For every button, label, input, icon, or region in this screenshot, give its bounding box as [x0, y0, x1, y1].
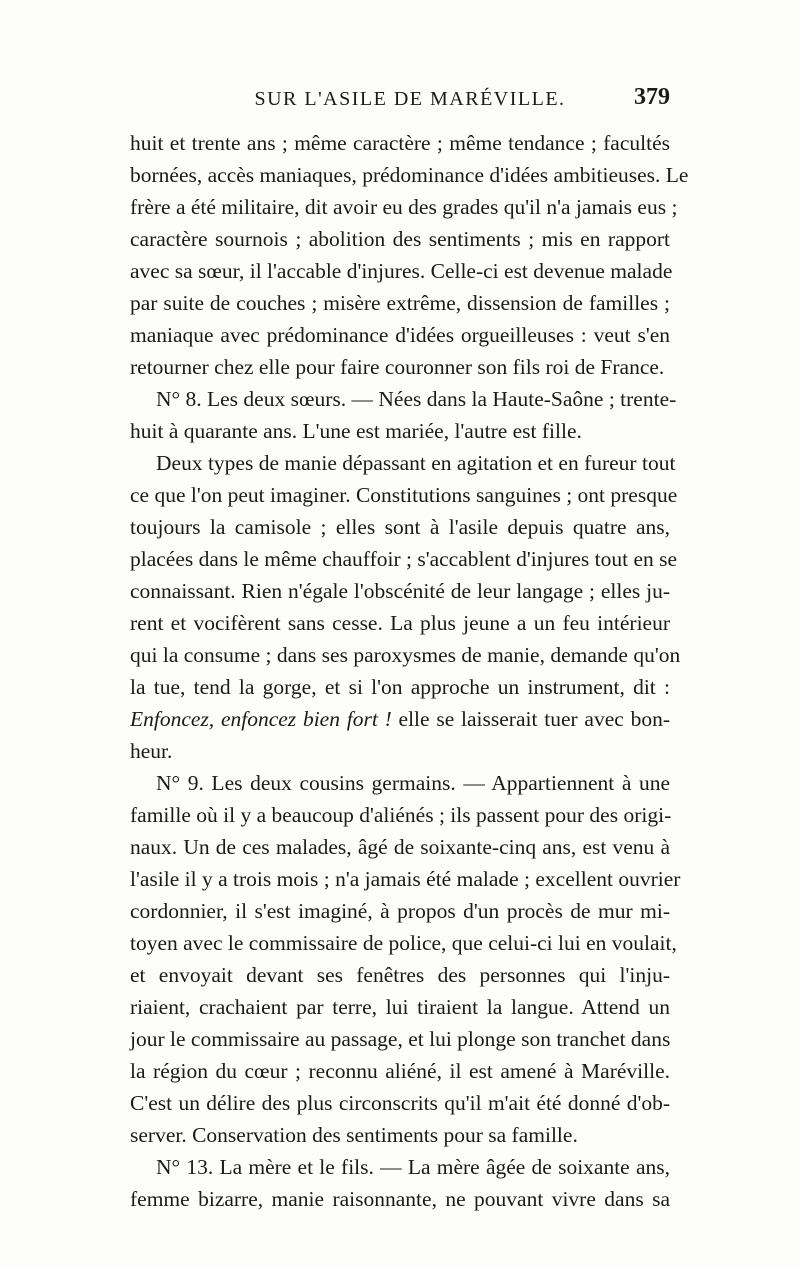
text-line: connaissant. Rien n'égale l'obscénité de leur langage ; elles ju-: [130, 579, 670, 603]
text-line: caractère sournois ; abolition des sentiments ; mis en rapport: [130, 227, 670, 251]
text-line: server. Conservation des sentiments pour sa famille.: [130, 1123, 578, 1147]
text-line: naux. Un de ces malades, âgé de soixante-cinq ans, est venu à: [130, 835, 670, 859]
text-line: par suite de couches ; misère extrême, dissension de familles ;: [130, 291, 670, 315]
text-line-with-quote: [130, 703, 670, 735]
text-line: bornées, accès maniaques, prédominance d'idées ambitieuses. Le: [130, 163, 689, 187]
text-line: femme bizarre, manie raisonnante, ne pouvant vivre dans sa: [130, 1187, 670, 1211]
text-line: placées dans le même chauffoir ; s'accablent d'injures tout en se: [130, 547, 678, 571]
italic-quote: Enfoncez, enfoncez bien fort !: [130, 707, 392, 731]
text-line: cordonnier, il s'est imaginé, à propos d'un procès de mur mi-: [130, 899, 670, 923]
text-line: heur.: [130, 739, 173, 763]
text-line: huit à quarante ans. L'une est mariée, l'autre est fille.: [130, 419, 582, 443]
text-line: riaient, crachaient par terre, lui tiraient la langue. Attend un: [130, 995, 670, 1019]
quote-continuation: elle se laisserait tuer avec bon-: [398, 707, 670, 731]
case-heading-line: N° 8. Les deux sœurs. — Nées dans la Haute-Saône ; trente-: [156, 387, 677, 411]
text-line: retourner chez elle pour faire couronner son fils roi de France.: [130, 355, 665, 379]
text-line: avec sa sœur, il l'accable d'injures. Celle-ci est devenue malade: [130, 259, 673, 283]
text-line: maniaque avec prédominance d'idées orgueilleuses : veut s'en: [130, 323, 670, 347]
case-heading-line: N° 13. La mère et le fils. — La mère âgée de soixante ans,: [156, 1155, 670, 1179]
page-number: 379: [634, 84, 670, 110]
text-line: famille où il y a beaucoup d'aliénés ; ils passent pour des origi-: [130, 803, 672, 827]
text-line: jour le commissaire au passage, et lui plonge son tranchet dans: [130, 1027, 671, 1051]
running-head: [130, 84, 670, 118]
text-line: l'asile il y a trois mois ; n'a jamais été malade ; excellent ouvrier: [130, 867, 681, 891]
text-line: la tue, tend la gorge, et si l'on approche un instrument, dit :: [130, 675, 670, 699]
text-line: toyen avec le commissaire de police, que celui-ci lui en voulait,: [130, 931, 677, 955]
text-line: frère a été militaire, dit avoir eu des grades qu'il n'a jamais eus ;: [130, 195, 678, 219]
text-line: qui la consume ; dans ses paroxysmes de manie, demande qu'on: [130, 643, 681, 667]
text-line: rent et vocifèrent sans cesse. La plus jeune a un feu intérieur: [130, 611, 670, 635]
body-text: [130, 127, 689, 1215]
text-line: et envoyait devant ses fenêtres des personnes qui l'inju-: [130, 963, 670, 987]
text-line: C'est un délire des plus circonscrits qu'il m'ait été donné d'ob-: [130, 1091, 670, 1115]
running-title: SUR L'ASILE DE MARÉVILLE.: [254, 88, 566, 110]
text-line: Deux types de manie dépassant en agitation et en fureur tout: [156, 451, 676, 475]
text-line: la région du cœur ; reconnu aliéné, il est amené à Maréville.: [130, 1059, 670, 1083]
case-heading-line: N° 9. Les deux cousins germains. — Appartiennent à une: [156, 771, 670, 795]
text-line: toujours la camisole ; elles sont à l'asile depuis quatre ans,: [130, 515, 670, 539]
text-line: huit et trente ans ; même caractère ; même tendance ; facultés: [130, 131, 670, 155]
text-line: ce que l'on peut imaginer. Constitutions sanguines ; ont presque: [130, 483, 678, 507]
